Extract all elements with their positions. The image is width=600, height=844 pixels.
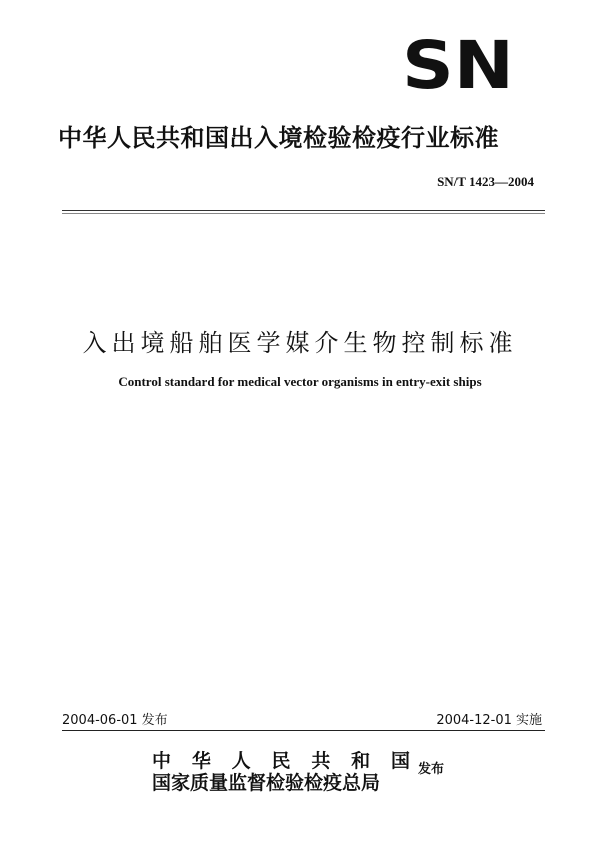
issued-label: 发布 [418,762,445,777]
bottom-divider [62,730,545,731]
top-divider-thin [62,213,545,214]
sn-logo [400,32,516,92]
standard-number: SN/T 1423—2004 [437,174,534,189]
standard-title-chinese: 入出境船舶医学媒介生物控制标准 [82,329,518,357]
issuer-title: 中华人民共和国出入境检验检疫行业标准 [58,124,499,152]
top-divider [62,210,545,211]
sn-logo-text: SN [402,32,514,92]
issuer-line-1: 中华人民共和国 [152,750,410,772]
publish-date: 2004-06-01 发布 [62,713,168,728]
issuer-line-2: 国家质量监督检验检疫总局 [152,772,381,794]
implementation-date: 2004-12-01 实施 [436,713,542,728]
standard-title-english: Control standard for medical vector organisms in entry-exit ships [118,374,482,389]
